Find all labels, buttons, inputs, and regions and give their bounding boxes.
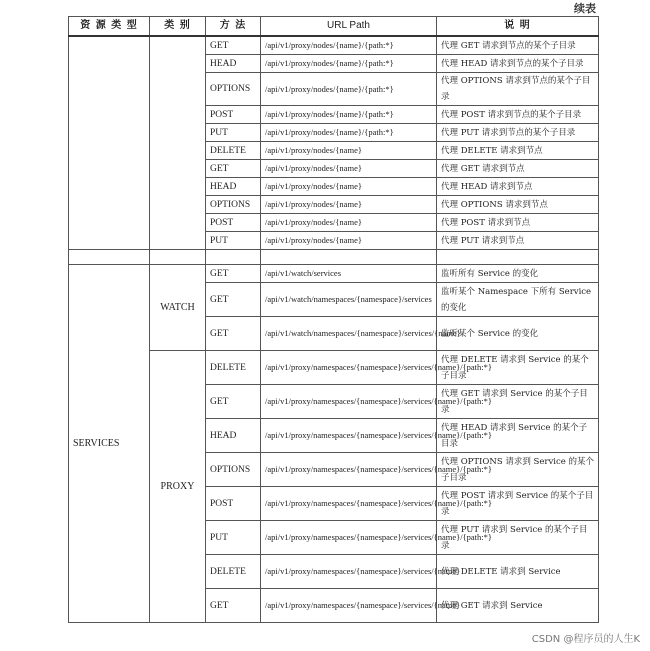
- url-cell: /api/v1/proxy/nodes/{name}: [261, 178, 437, 196]
- method-cell: DELETE: [206, 351, 261, 385]
- method-cell: DELETE: [206, 555, 261, 589]
- category-cell: WATCH: [150, 265, 206, 351]
- url-cell: /api/v1/proxy/namespaces/{namespace}/services/{name}/{path:*}: [261, 453, 437, 487]
- url-cell: /api/v1/watch/services: [261, 265, 437, 283]
- method-cell: GET: [206, 589, 261, 623]
- url-cell: /api/v1/watch/namespaces/{namespace}/services: [261, 283, 437, 317]
- url-cell: /api/v1/proxy/namespaces/{namespace}/services/{name}/{path:*}: [261, 487, 437, 521]
- description-cell: 代理 GET 请求到节点: [437, 160, 599, 178]
- url-cell: /api/v1/proxy/namespaces/{namespace}/services/{name}/{path:*}: [261, 521, 437, 555]
- description-cell: 代理 GET 请求到节点的某个子目录: [437, 36, 599, 55]
- description-cell: 代理 HEAD 请求到节点: [437, 178, 599, 196]
- method-cell: HEAD: [206, 178, 261, 196]
- description-cell: 监听某个 Namespace 下所有 Service 的变化: [437, 283, 599, 317]
- header-resource-type: 资 源 类 型: [69, 17, 150, 37]
- method-cell: HEAD: [206, 419, 261, 453]
- table-row: [69, 265, 599, 283]
- method-cell: GET: [206, 265, 261, 283]
- method-cell: POST: [206, 487, 261, 521]
- resource-type-cell: SERVICES: [69, 265, 150, 623]
- method-cell: POST: [206, 106, 261, 124]
- method-cell: OPTIONS: [206, 453, 261, 487]
- url-cell: /api/v1/proxy/nodes/{name}/{path:*}: [261, 124, 437, 142]
- description-cell: 代理 GET 请求到 Service 的某个子目录: [437, 385, 599, 419]
- description-cell: 代理 PUT 请求到 Service 的某个子目录: [437, 521, 599, 555]
- header-description: 说 明: [437, 17, 599, 37]
- description-cell: 代理 POST 请求到 Service 的某个子目录: [437, 487, 599, 521]
- empty-cell: [261, 250, 437, 265]
- category-cell: [150, 36, 206, 250]
- description-cell: 代理 DELETE 请求到 Service 的某个子目录: [437, 351, 599, 385]
- description-cell: 代理 OPTIONS 请求到节点: [437, 196, 599, 214]
- method-cell: PUT: [206, 232, 261, 250]
- url-cell: /api/v1/proxy/nodes/{name}/{path:*}: [261, 55, 437, 73]
- description-cell: 代理 PUT 请求到节点的某个子目录: [437, 124, 599, 142]
- url-cell: /api/v1/proxy/nodes/{name}: [261, 232, 437, 250]
- description-cell: 监听某个 Service 的变化: [437, 317, 599, 351]
- url-cell: /api/v1/proxy/namespaces/{namespace}/services/{name}/{path:*}: [261, 419, 437, 453]
- description-cell: 代理 DELETE 请求到节点: [437, 142, 599, 160]
- method-cell: GET: [206, 283, 261, 317]
- method-cell: GET: [206, 36, 261, 55]
- api-table: [68, 16, 599, 623]
- url-cell: /api/v1/watch/namespaces/{namespace}/services/{name}: [261, 317, 437, 351]
- table-header-row: [69, 17, 599, 37]
- url-cell: /api/v1/proxy/nodes/{name}: [261, 214, 437, 232]
- url-cell: /api/v1/proxy/nodes/{name}/{path:*}: [261, 73, 437, 106]
- header-method: 方 法: [206, 17, 261, 37]
- empty-cell: [150, 250, 206, 265]
- category-cell: PROXY: [150, 351, 206, 623]
- description-cell: 代理 HEAD 请求到节点的某个子目录: [437, 55, 599, 73]
- url-cell: /api/v1/proxy/namespaces/{namespace}/services/{name}: [261, 589, 437, 623]
- url-cell: /api/v1/proxy/nodes/{name}: [261, 142, 437, 160]
- method-cell: HEAD: [206, 55, 261, 73]
- description-cell: 代理 POST 请求到节点的某个子目录: [437, 106, 599, 124]
- method-cell: GET: [206, 317, 261, 351]
- url-cell: /api/v1/proxy/nodes/{name}: [261, 160, 437, 178]
- method-cell: OPTIONS: [206, 196, 261, 214]
- method-cell: PUT: [206, 124, 261, 142]
- description-cell: 代理 OPTIONS 请求到节点的某个子目录: [437, 73, 599, 106]
- description-cell: 代理 DELETE 请求到 Service: [437, 555, 599, 589]
- description-cell: 代理 GET 请求到 Service: [437, 589, 599, 623]
- url-cell: /api/v1/proxy/nodes/{name}/{path:*}: [261, 106, 437, 124]
- watermark: CSDN @程序员的人生K: [531, 634, 640, 645]
- method-cell: PUT: [206, 521, 261, 555]
- description-cell: 代理 PUT 请求到节点: [437, 232, 599, 250]
- description-cell: 代理 HEAD 请求到 Service 的某个子目录: [437, 419, 599, 453]
- method-cell: DELETE: [206, 142, 261, 160]
- url-cell: /api/v1/proxy/namespaces/{namespace}/services/{name}: [261, 555, 437, 589]
- method-cell: POST: [206, 214, 261, 232]
- description-cell: 监听所有 Service 的变化: [437, 265, 599, 283]
- url-cell: /api/v1/proxy/nodes/{name}/{path:*}: [261, 36, 437, 55]
- url-cell: /api/v1/proxy/namespaces/{namespace}/services/{name}/{path:*}: [261, 351, 437, 385]
- empty-cell: [69, 250, 150, 265]
- url-cell: /api/v1/proxy/nodes/{name}: [261, 196, 437, 214]
- header-url-path: URL Path: [261, 17, 437, 37]
- url-cell: /api/v1/proxy/namespaces/{namespace}/services/{name}/{path:*}: [261, 385, 437, 419]
- method-cell: OPTIONS: [206, 73, 261, 106]
- empty-cell: [437, 250, 599, 265]
- resource-type-cell: [69, 36, 150, 250]
- continued-label: 续表: [574, 2, 596, 15]
- method-cell: GET: [206, 160, 261, 178]
- description-cell: 代理 OPTIONS 请求到 Service 的某个子目录: [437, 453, 599, 487]
- description-cell: 代理 POST 请求到节点: [437, 214, 599, 232]
- section-divider-row: [69, 250, 599, 265]
- header-category: 类 别: [150, 17, 206, 37]
- table-row: [69, 36, 599, 55]
- method-cell: GET: [206, 385, 261, 419]
- empty-cell: [206, 250, 261, 265]
